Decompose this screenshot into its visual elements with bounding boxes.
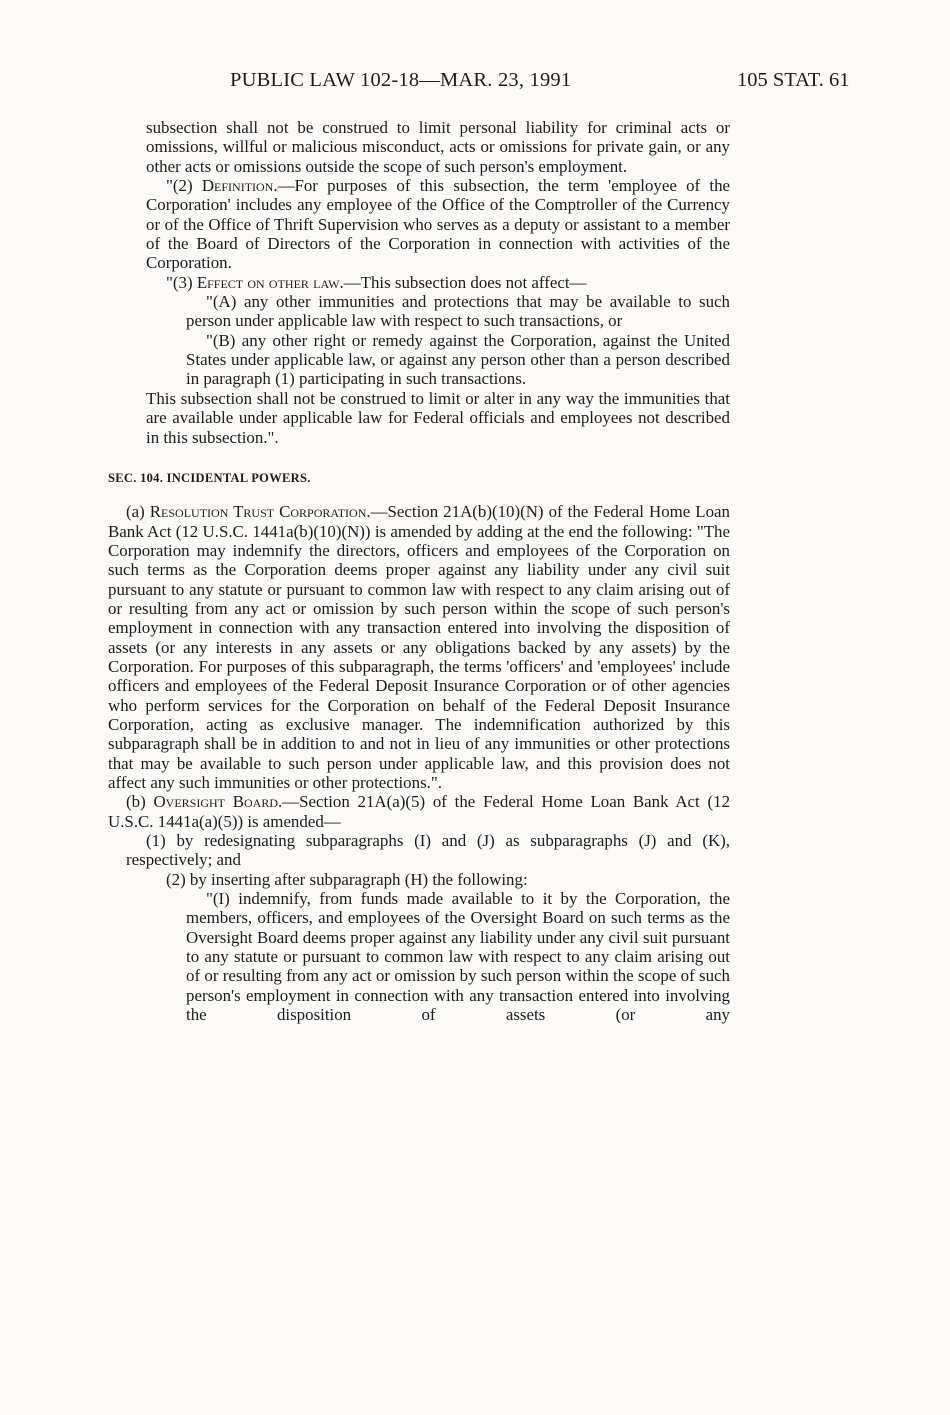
subsection-b [108, 792, 730, 831]
paragraph-heading: Definition. [201, 176, 278, 196]
page-stat-number: 105 STAT. 61 [737, 69, 850, 91]
paragraph-number: "(2) [166, 176, 202, 196]
paragraph-number: "(3) [166, 272, 197, 292]
paragraph-effect-on-other-law [108, 273, 730, 292]
subsection-a [108, 502, 730, 792]
subsection-text: —Section 21A(a)(5) of the Federal Home Loan Bank Act (12 U.S.C. 1441a(a)(5)) is amended— [108, 792, 731, 831]
paragraph-b2: (2) by inserting after subparagraph (H) the following: [166, 869, 528, 889]
paragraph-b1: (1) by redesignating subparagraphs (I) and (J) as subparagraphs (J) and (K), respectively; and [126, 831, 730, 870]
subparagraph-a: "(A) any other immunities and protections that may be available to such person under applicable law with respect to such transactions, or [186, 292, 730, 331]
paragraph-closing: This subsection shall not be construed to limit or alter in any way the immunities that are available under applicable law for Federal officials and employees not described in this subsection.". [146, 388, 730, 447]
paragraph-text: —This subsection does not affect— [343, 272, 587, 292]
subsection-number: (b) [126, 792, 154, 812]
paragraph-heading: Effect on other law. [196, 272, 344, 292]
body-text [108, 118, 730, 1024]
subsection-heading: Oversight Board. [153, 792, 283, 812]
subparagraph-b: "(B) any other right or remedy against the Corporation, against the United States under applicable law, or against any person other than a person described in paragraph (1) participating in such transactions. [186, 330, 730, 389]
subsection-number: (a) [126, 502, 150, 522]
running-head-title: PUBLIC LAW 102-18—MAR. 23, 1991 [230, 69, 572, 91]
paragraph-text: —For purposes of this subsection, the term 'employee of the Corporation' includes any employee of the Office of the Comptroller of the Currency or of the Office of Thrift Supervision who serves as a deputy or assistant to a member of the Board of Directors of the Corporation in connection with activities of the Corporation. [146, 176, 731, 273]
section-heading: SEC. 104. INCIDENTAL POWERS. [108, 470, 311, 485]
subparagraph-i: "(I) indemnify, from funds made available to it by the Corporation, the members, officers, and employees of the Oversight Board on such terms as the Oversight Board deems proper against any liability under any civil suit pursuant to any statute or pursuant to common law with respect to any claim arising out of or resulting from any act or omission by such person within the scope of such person's employment in connection with any transaction entered into involving the disposition of assets (or any [186, 889, 730, 1025]
paragraph-definition [108, 176, 730, 273]
paragraph-continuation: subsection shall not be construed to limit personal liability for criminal acts or omissions, willful or malicious misconduct, acts or omissions for private gain, or any other acts or omissions outside the scope of such person's employment. [146, 118, 730, 176]
subsection-text: —Section 21A(b)(10)(N) of the Federal Home Loan Bank Act (12 U.S.C. 1441a(b)(10)(N)) is amended by adding at the end the following: "The Corporation may indemnify the directors, officers and employees of the Corporation on such terms as the Corporation deems proper against any liability under any civil suit pursuant to any statute or pursuant to common law with respect to any claim arising out of or resulting from any act or omission by such person within the scope of such person's employment in connection with any transaction entered into involving the disposition of assets (or any interests in any assets or any obligations backed by any assets) by the Corporation. For purposes of this subparagraph, the terms 'officers' and 'employees' include officers and employees of the Federal Deposit Insurance Corporation or of other agencies who perform services for the Corporation on behalf of the Federal Deposit Insurance Corporation, acting as exclusive manager. The indemnification authorized by this subparagraph shall be in addition to and not in lieu of any immunities or other protections that may be available to such person under applicable law, and this provision does not affect any such immunities or other protections.". [108, 502, 730, 792]
subsection-heading: Resolution Trust Corporation. [149, 502, 371, 522]
